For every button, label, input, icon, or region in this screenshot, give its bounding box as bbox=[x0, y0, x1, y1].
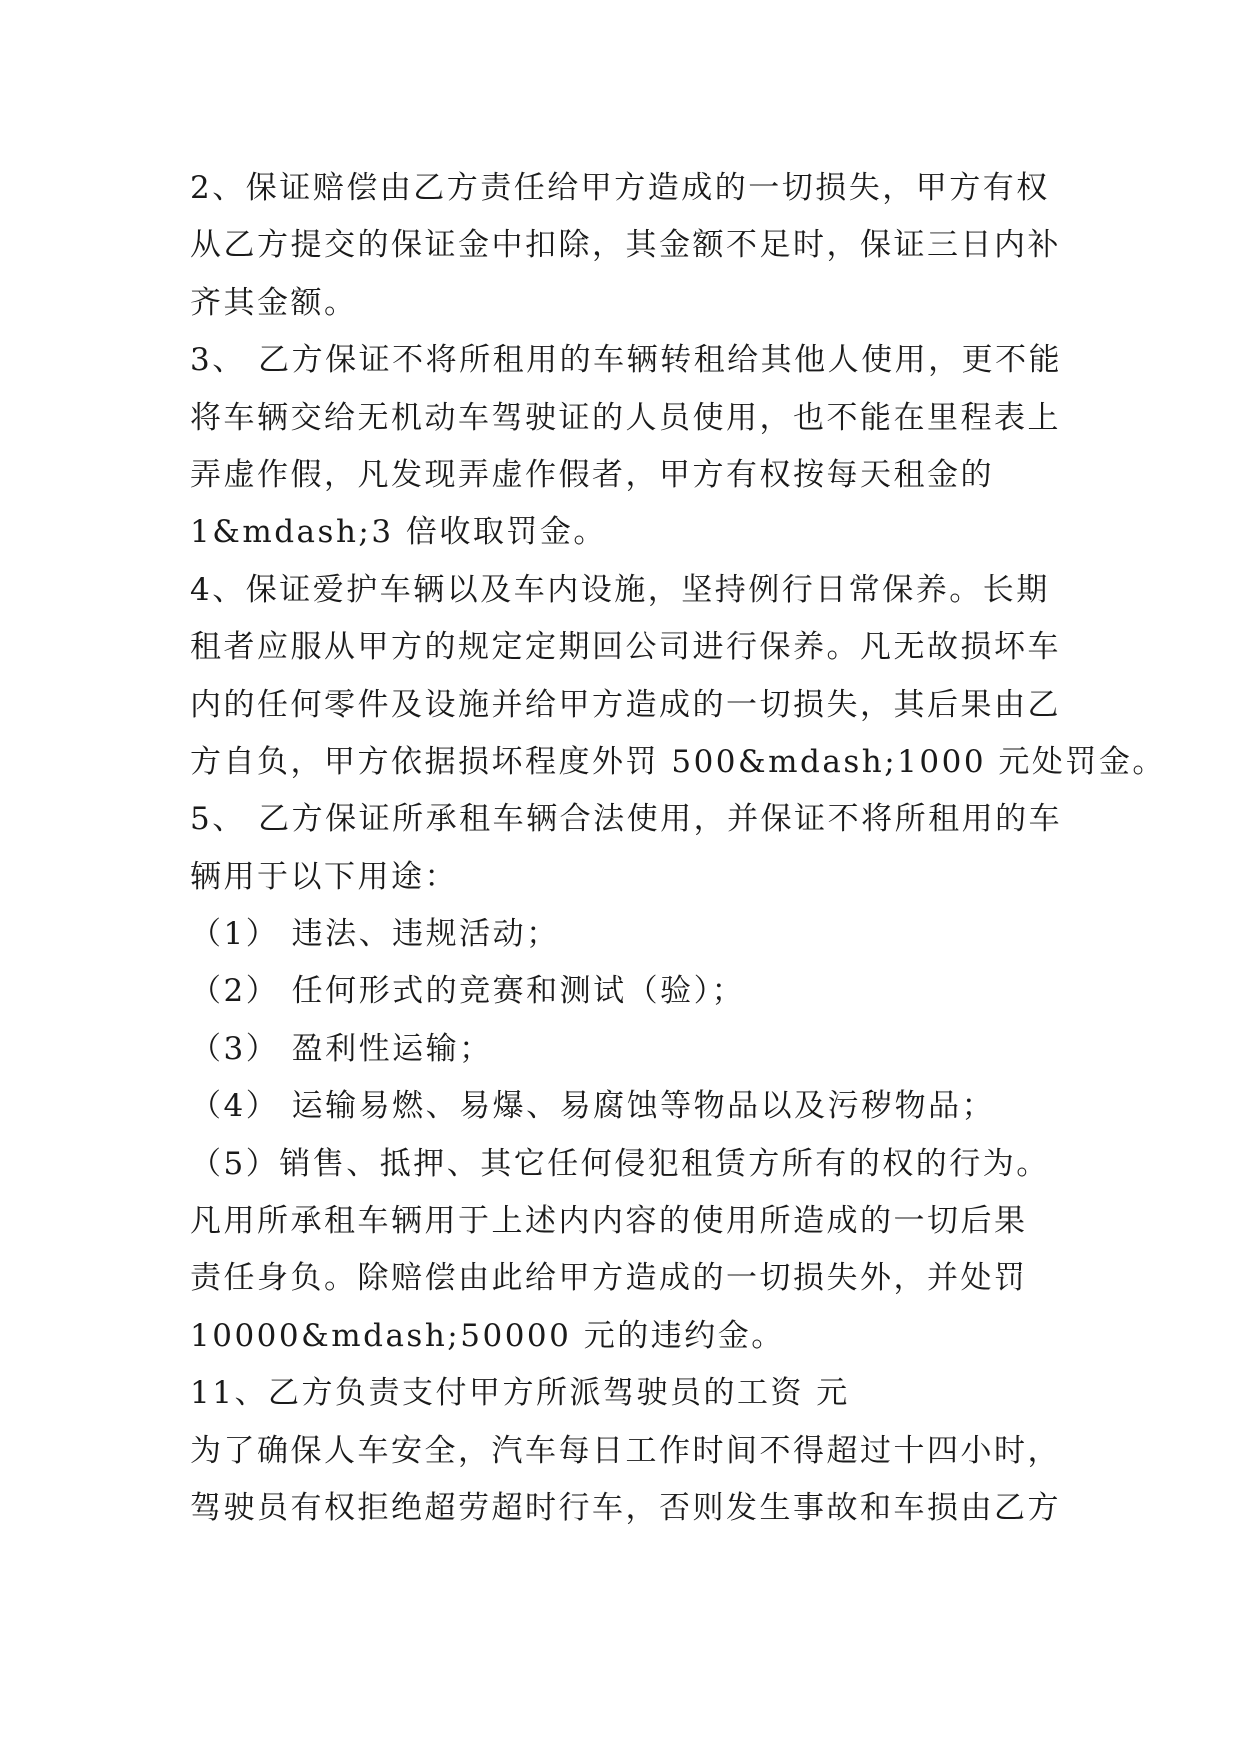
text-line-22: 11、乙方负责支付甲方所派驾驶员的工资 元 bbox=[190, 1375, 850, 1412]
text-line-24: 驾驶员有权拒绝超劳超时行车，否则发生事故和车损由乙方 bbox=[190, 1489, 1061, 1526]
text-line-23: 为了确保人车安全，汽车每日工作时间不得超过十四小时， bbox=[190, 1432, 1061, 1469]
text-line-4: 3、 乙方保证不将所租用的车辆转租给其他人使用，更不能 bbox=[190, 342, 1063, 379]
text-line-21: 10000&mdash;50000 元的违约金。 bbox=[190, 1317, 785, 1354]
text-line-13: 辆用于以下用途： bbox=[190, 858, 458, 895]
text-line-10: 内的任何零件及设施并给甲方造成的一切损失，其后果由乙 bbox=[190, 686, 1061, 723]
document-body bbox=[190, 160, 1166, 1537]
text-line-8: 4、保证爱护车辆以及车内设施，坚持例行日常保养。长期 bbox=[190, 571, 1050, 608]
text-line-5: 将车辆交给无机动车驾驶证的人员使用，也不能在里程表上 bbox=[190, 399, 1061, 436]
text-line-2: 从乙方提交的保证金中扣除，其金额不足时，保证三日内补 bbox=[190, 227, 1061, 264]
text-line-18: （5）销售、抵押、其它任何侵犯租赁方所有的权的行为。 bbox=[190, 1145, 1050, 1182]
text-line-16: （3） 盈利性运输； bbox=[190, 1030, 493, 1067]
text-line-15: （2） 任何形式的竞赛和测试（验）； bbox=[190, 973, 746, 1010]
text-line-17: （4） 运输易燃、易爆、易腐蚀等物品以及污秽物品； bbox=[190, 1088, 996, 1125]
text-line-9: 租者应服从甲方的规定定期回公司进行保养。凡无故损坏车 bbox=[190, 629, 1061, 666]
text-line-20: 责任身负。除赔偿由此给甲方造成的一切损失外，并处罚 bbox=[190, 1260, 1028, 1297]
text-line-7: 1&mdash;3 倍收取罚金。 bbox=[190, 514, 607, 551]
text-line-14: （1） 违法、违规活动； bbox=[190, 916, 560, 953]
text-line-12: 5、 乙方保证所承租车辆合法使用，并保证不将所租用的车 bbox=[190, 801, 1063, 838]
text-line-6: 弄虚作假，凡发现弄虚作假者，甲方有权按每天租金的 bbox=[190, 456, 994, 493]
text-line-19: 凡用所承租车辆用于上述内内容的使用所造成的一切后果 bbox=[190, 1203, 1028, 1240]
text-line-1: 2、保证赔偿由乙方责任给甲方造成的一切损失，甲方有权 bbox=[190, 170, 1050, 206]
text-line-11: 方自负，甲方依据损坏程度外罚 500&mdash;1000 元处罚金。 bbox=[190, 743, 1166, 780]
text-line-3: 齐其金额。 bbox=[190, 284, 358, 321]
